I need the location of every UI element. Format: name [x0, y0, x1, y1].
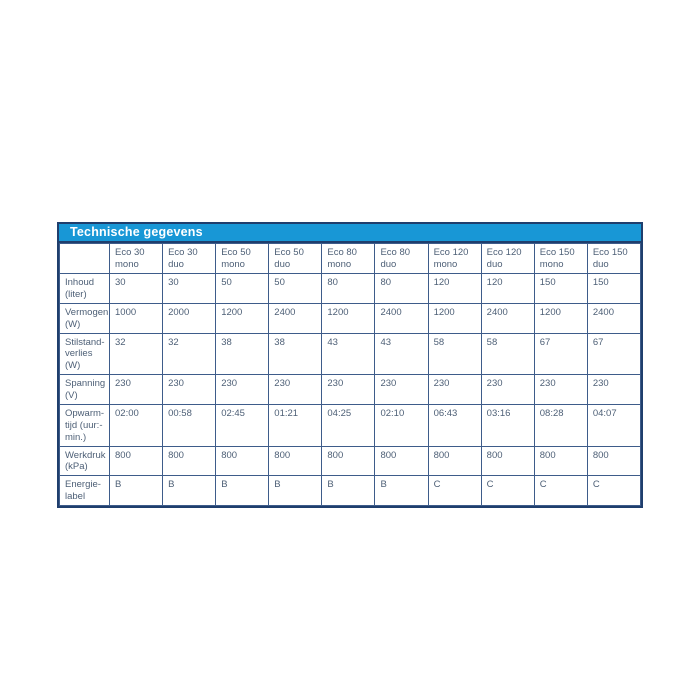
- spec-cell: 800: [322, 446, 375, 476]
- spec-cell: 58: [481, 333, 534, 375]
- spec-cell: 1200: [428, 303, 481, 333]
- table-row: [60, 404, 641, 446]
- spec-cell: 67: [587, 333, 640, 375]
- spec-cell: 50: [216, 274, 269, 304]
- spec-cell: B: [110, 476, 163, 506]
- spec-cell: B: [375, 476, 428, 506]
- spec-cell: 43: [322, 333, 375, 375]
- spec-cell: 32: [110, 333, 163, 375]
- column-header: Eco 80 duo: [375, 244, 428, 274]
- spec-cell: B: [322, 476, 375, 506]
- spec-cell: 00:58: [163, 404, 216, 446]
- spec-cell: 30: [110, 274, 163, 304]
- column-header: Eco 120 duo: [481, 244, 534, 274]
- spec-cell: 04:25: [322, 404, 375, 446]
- spec-cell: 58: [428, 333, 481, 375]
- spec-cell: 230: [587, 375, 640, 405]
- spec-cell: 08:28: [534, 404, 587, 446]
- spec-cell: C: [428, 476, 481, 506]
- spec-cell: 230: [322, 375, 375, 405]
- column-header: Eco 80 mono: [322, 244, 375, 274]
- spec-cell: 120: [481, 274, 534, 304]
- table-row: [60, 333, 641, 375]
- spec-cell: 2400: [375, 303, 428, 333]
- spec-cell: 2000: [163, 303, 216, 333]
- column-header: Eco 150 mono: [534, 244, 587, 274]
- table-row: [60, 476, 641, 506]
- row-label: Werkdruk (kPa): [60, 446, 110, 476]
- spec-cell: 230: [163, 375, 216, 405]
- spec-table: [59, 243, 641, 506]
- spec-cell: B: [269, 476, 322, 506]
- spec-cell: 67: [534, 333, 587, 375]
- table-row: [60, 274, 641, 304]
- row-label: Vermogen (W): [60, 303, 110, 333]
- spec-cell: 32: [163, 333, 216, 375]
- column-header: Eco 30 duo: [163, 244, 216, 274]
- column-header: Eco 50 mono: [216, 244, 269, 274]
- spec-cell: 06:43: [428, 404, 481, 446]
- spec-cell: 02:10: [375, 404, 428, 446]
- row-label: Energie-label: [60, 476, 110, 506]
- spec-cell: 800: [375, 446, 428, 476]
- column-header: Eco 150 duo: [587, 244, 640, 274]
- spec-cell: 80: [322, 274, 375, 304]
- spec-cell: B: [163, 476, 216, 506]
- spec-cell: 230: [110, 375, 163, 405]
- spec-cell: C: [481, 476, 534, 506]
- spec-cell: 03:16: [481, 404, 534, 446]
- spec-cell: 150: [587, 274, 640, 304]
- spec-cell: 230: [534, 375, 587, 405]
- spec-cell: 2400: [587, 303, 640, 333]
- spec-cell: 30: [163, 274, 216, 304]
- spec-cell: 230: [428, 375, 481, 405]
- column-header: Eco 50 duo: [269, 244, 322, 274]
- spec-cell: 01:21: [269, 404, 322, 446]
- row-label: Stilstand-verlies (W): [60, 333, 110, 375]
- table-row: [60, 375, 641, 405]
- technical-specs-panel: [57, 222, 643, 508]
- column-header: Eco 120 mono: [428, 244, 481, 274]
- spec-cell: C: [534, 476, 587, 506]
- table-row: [60, 303, 641, 333]
- spec-table-head: [60, 244, 641, 274]
- row-label: Inhoud (liter): [60, 274, 110, 304]
- spec-cell: 800: [216, 446, 269, 476]
- spec-cell: 230: [216, 375, 269, 405]
- spec-cell: 2400: [269, 303, 322, 333]
- spec-cell: 120: [428, 274, 481, 304]
- table-title: Technische gegevens: [59, 224, 641, 243]
- spec-cell: 1200: [216, 303, 269, 333]
- corner-cell: [60, 244, 110, 274]
- spec-cell: 150: [534, 274, 587, 304]
- spec-cell: 1200: [534, 303, 587, 333]
- spec-cell: 50: [269, 274, 322, 304]
- spec-cell: 800: [163, 446, 216, 476]
- spec-cell: 800: [481, 446, 534, 476]
- header-row: [60, 244, 641, 274]
- row-label: Spanning (V): [60, 375, 110, 405]
- spec-table-body: [60, 274, 641, 506]
- spec-cell: B: [216, 476, 269, 506]
- spec-cell: 38: [216, 333, 269, 375]
- spec-cell: 230: [269, 375, 322, 405]
- spec-cell: 800: [110, 446, 163, 476]
- spec-cell: 800: [587, 446, 640, 476]
- spec-cell: 800: [269, 446, 322, 476]
- column-header: Eco 30 mono: [110, 244, 163, 274]
- spec-cell: 43: [375, 333, 428, 375]
- spec-cell: 230: [481, 375, 534, 405]
- spec-cell: 02:00: [110, 404, 163, 446]
- spec-cell: 1000: [110, 303, 163, 333]
- spec-cell: 04:07: [587, 404, 640, 446]
- row-label: Opwarm-tijd (uur:-min.): [60, 404, 110, 446]
- spec-cell: 230: [375, 375, 428, 405]
- spec-cell: 38: [269, 333, 322, 375]
- spec-cell: 02:45: [216, 404, 269, 446]
- spec-cell: 800: [534, 446, 587, 476]
- spec-cell: 2400: [481, 303, 534, 333]
- spec-cell: 1200: [322, 303, 375, 333]
- spec-cell: 800: [428, 446, 481, 476]
- table-row: [60, 446, 641, 476]
- spec-cell: C: [587, 476, 640, 506]
- spec-cell: 80: [375, 274, 428, 304]
